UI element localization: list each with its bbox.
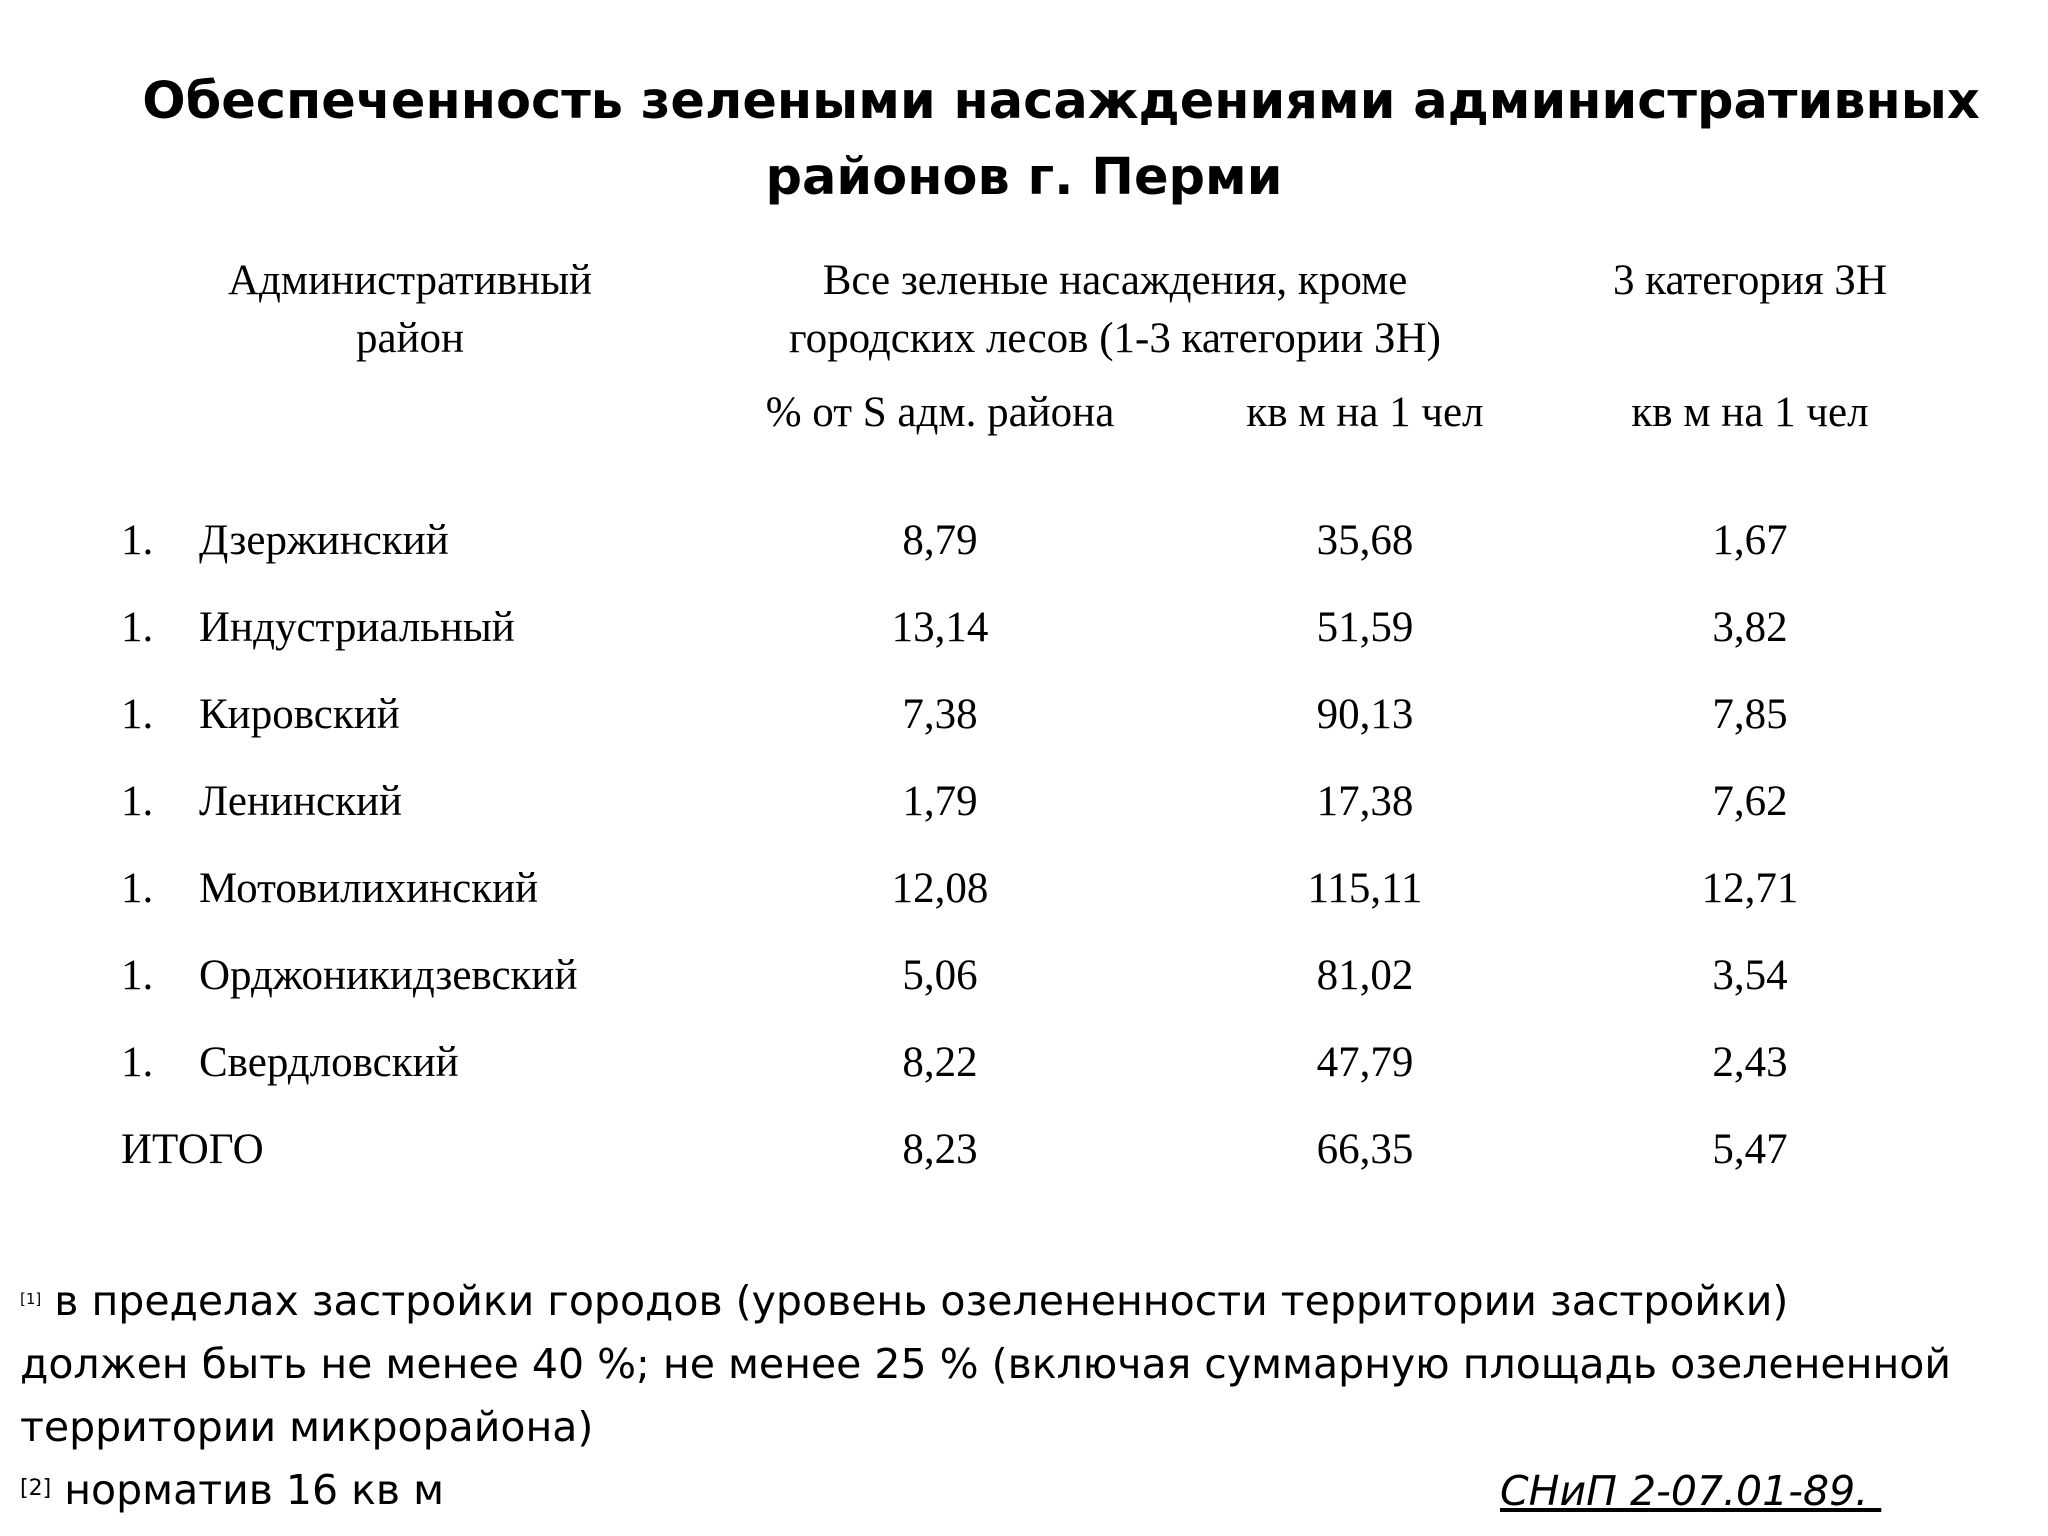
footnote-1-text-2: должен быть не менее 40 %; не менее 25 % (включая суммарную площадь озелененной: [20, 1340, 1952, 1388]
sqm-cat3-value: 7,62: [1712, 778, 1788, 825]
table-row: [0, 859, 2048, 919]
row-number: 1.: [121, 604, 154, 651]
sqm-all-value: 17,38: [1316, 778, 1414, 825]
pct-area-value: 8,79: [902, 517, 978, 564]
subheader-sqm-cat3-text: кв м на 1 чел: [1631, 389, 1869, 436]
footnote-2-text: норматив 16 кв м: [64, 1466, 445, 1514]
table-row: [0, 685, 2048, 745]
table-row: [0, 946, 2048, 1006]
pct-area-value: 1,79: [902, 778, 978, 825]
row-number: 1.: [121, 952, 154, 999]
district-name: Орджоникидзевский: [199, 952, 578, 999]
footnote-1-text-3: территории микрорайона): [20, 1403, 594, 1451]
sqm-all-value: 90,13: [1316, 691, 1414, 738]
sqm-cat3-value: 3,82: [1712, 604, 1788, 651]
sqm-cat3-value: 1,67: [1712, 517, 1788, 564]
sqm-all-value: 81,02: [1316, 952, 1414, 999]
subheader-sqm-all-text: кв м на 1 чел: [1246, 389, 1484, 436]
footnote-1-marker: [1]: [20, 1290, 42, 1308]
district-name: Индустриальный: [199, 604, 515, 651]
sqm-cat3-value: 3,54: [1712, 952, 1788, 999]
table-row: [0, 772, 2048, 832]
row-number: 1.: [121, 691, 154, 738]
header-all-green: [740, 252, 1490, 368]
pct-area-value: 5,06: [902, 952, 978, 999]
row-number: 1.: [121, 1039, 154, 1086]
sqm-all-value: 47,79: [1316, 1039, 1414, 1086]
table-row: [0, 1033, 2048, 1093]
title-line-1: Обеспеченность зелеными насаждениями административных: [142, 72, 1980, 131]
total-sqm-cat3: 5,47: [1712, 1126, 1788, 1173]
table-row: [0, 511, 2048, 571]
subheader-sqm-cat3: [1550, 384, 1950, 442]
header-district-line-1: Административный: [227, 257, 593, 304]
header-district: [200, 252, 620, 368]
header-all-green-line-1: Все зеленые насаждения, кроме: [822, 257, 1408, 304]
subheader-pct-area-text: % от S адм. района: [765, 389, 1115, 436]
district-name: Мотовилихинский: [199, 865, 539, 912]
pct-area-value: 13,14: [891, 604, 989, 651]
table-row: [0, 598, 2048, 658]
sqm-all-value: 115,11: [1307, 865, 1423, 912]
subheader-sqm-all: [1165, 384, 1565, 442]
row-number: 1.: [121, 778, 154, 825]
sqm-cat3-value: 7,85: [1712, 691, 1788, 738]
pct-area-value: 7,38: [902, 691, 978, 738]
district-name: Дзержинский: [199, 517, 449, 564]
header-cat3-text: 3 категория ЗН: [1612, 257, 1888, 304]
header-district-line-2: район: [355, 315, 465, 362]
row-number: 1.: [121, 865, 154, 912]
title-line-2: районов г. Перми: [765, 148, 1283, 207]
pct-area-value: 12,08: [891, 865, 989, 912]
footnote-1-text-1: в пределах застройки городов (уровень озелененности территории застройки): [54, 1277, 1789, 1325]
subheader-pct-area: [700, 384, 1180, 442]
footnote-1-line-1: [20, 1270, 2030, 1333]
total-sqm-all: 66,35: [1316, 1126, 1414, 1173]
snip-reference: СНиП 2-07.01-89.: [1500, 1467, 1882, 1515]
district-name: Свердловский: [199, 1039, 459, 1086]
sqm-all-value: 51,59: [1316, 604, 1414, 651]
header-all-green-line-2: городских лесов (1-3 категории ЗН): [789, 315, 1441, 362]
sqm-cat3-value: 12,71: [1701, 865, 1799, 912]
total-label: ИТОГО: [121, 1126, 264, 1173]
sqm-all-value: 35,68: [1316, 517, 1414, 564]
district-name: Ленинский: [199, 778, 402, 825]
header-cat3: [1550, 252, 1950, 310]
table-total-row: [0, 1120, 2048, 1180]
page-title: [0, 64, 2048, 216]
footnote-2-marker: [2]: [20, 1476, 52, 1501]
total-pct-area: 8,23: [902, 1126, 978, 1173]
sqm-cat3-value: 2,43: [1712, 1039, 1788, 1086]
row-number: 1.: [121, 517, 154, 564]
pct-area-value: 8,22: [902, 1039, 978, 1086]
district-name: Кировский: [199, 691, 400, 738]
